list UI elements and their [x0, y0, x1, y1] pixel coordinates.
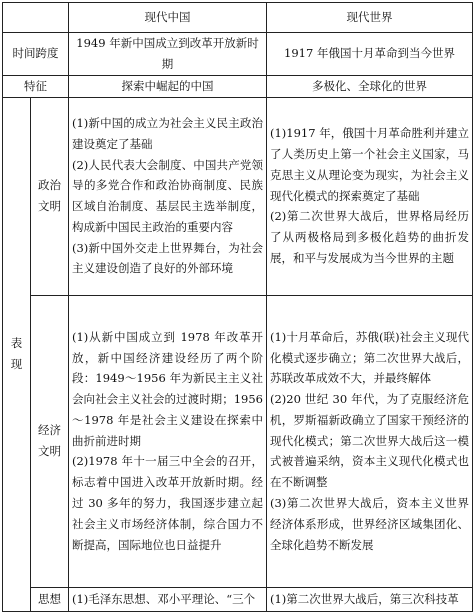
thought-world: (1)第二次世界大战后，第三次科技革 [270, 592, 459, 607]
biaoxian-label: 表 现 [3, 97, 31, 611]
economic-label: 经济 文明 [31, 295, 69, 587]
header-world: 现代世界 [267, 3, 473, 33]
economic-world: (1)十月革命后，苏俄(联)社会主义现代化模式逐步确立；第二次世界大战后，苏联改革成效不大，并最终解体 (2)20 世纪 30 年代，为了克服经济危机，罗斯福新政确立了国家干预经济的现代化模式；第二次世界大战后这一模式被普遍采纳，资本主义现代化模式也在不断调整 (3)第二次世界大战后，资本主义世界经济体系形成，世界经济区域集团化、全球化趋势不断发展 [267, 295, 473, 587]
political-label: 政治 文明 [31, 97, 69, 295]
economic-row [3, 295, 473, 587]
header-row [3, 3, 473, 33]
thought-china: (1)毛泽东思想、邓小平理论、“三个 [72, 592, 256, 607]
political-row [3, 97, 473, 295]
header-blank-cell [3, 3, 69, 33]
feature-world: 多极化、全球化的世界 [267, 75, 473, 97]
span-china: 1949 年新中国成立到改革开放新时期 [69, 33, 267, 76]
economic-china: (1)从新中国成立到 1978 年改革开放，新中国经济建设经历了两个阶段：1949～1956 年为新民主主义社会向社会主义社会的过渡时期；1956～1978 年是社会主义建设在探索中曲折前进时期 (2)1978 年十一届三中全会的召开，标志着中国进入改革开放新时期。经过 30 多年的努力，我国逐步建立起社会主义市场经济体制，综合国力不断提高，国际地位也日益提升 [69, 295, 267, 587]
span-world: 1917 年俄国十月革命到当今世界 [267, 33, 473, 76]
comparison-table [2, 2, 473, 612]
political-china: (1)新中国的成立为社会主义民主政治建设奠定了基础 (2)人民代表大会制度、中国共产党领导的多党合作和政治协商制度、民族区域自治制度、基层民主选举制度，构成新中国民主政治的重要内容 (3)新中国外交走上世界舞台，为社会主义建设创造了良好的外部环境 [69, 97, 267, 295]
feature-label: 特征 [3, 75, 69, 97]
feature-row [3, 75, 473, 97]
span-label: 时间跨度 [3, 33, 69, 76]
header-china: 现代中国 [69, 3, 267, 33]
feature-china: 探索中崛起的中国 [69, 75, 267, 97]
thought-row [3, 587, 473, 611]
thought-label: 思想 [31, 587, 69, 611]
span-row [3, 33, 473, 76]
political-world: (1)1917 年，俄国十月革命胜利并建立了人类历史上第一个社会主义国家，马克思主义从理论变为现实，为社会主义现代化模式的探索奠定了基础 (2)第二次世界大战后，世界格局经历了从两极格局到多极化趋势的曲折发展，和平与发展成为当今世界的主题 [267, 97, 473, 295]
